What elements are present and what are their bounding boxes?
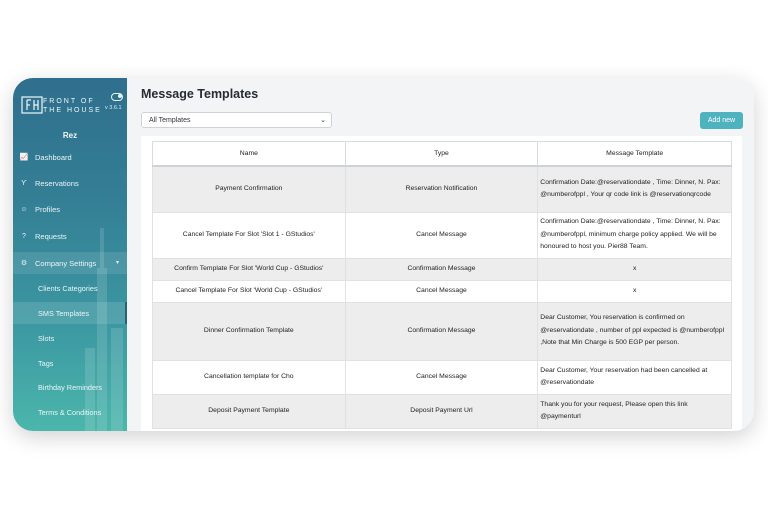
table-row[interactable]: [153, 394, 732, 428]
user-name: Rez: [62, 131, 78, 140]
template-type-cell: Confirmation Message: [345, 258, 538, 280]
sidebar-item-slots[interactable]: Slots: [38, 333, 55, 343]
sidebar-item-company-settings[interactable]: [13, 252, 127, 274]
question-icon: ?: [22, 232, 26, 240]
templates-table: [152, 141, 732, 429]
template-name-cell: Payment Confirmation: [153, 166, 346, 212]
chevron-down-icon: ▾: [115, 260, 119, 266]
table-row[interactable]: [153, 258, 732, 280]
app-version: v 3.6.1: [105, 105, 122, 111]
sidebar-item-terms-conditions[interactable]: Terms & Conditions: [38, 407, 102, 417]
sidebar-item-label: Company Settings: [35, 258, 97, 268]
page-title: Message Templates: [141, 87, 259, 101]
sidebar-item-reservations[interactable]: [13, 172, 127, 194]
template-name-cell: Deposit Payment Template: [153, 394, 346, 428]
table-row[interactable]: [153, 280, 732, 302]
sidebar-item-birthday-reminders[interactable]: Birthday Reminders: [38, 382, 103, 392]
chart-icon: 📈: [19, 154, 29, 161]
template-type-cell: Deposit Payment Url: [345, 394, 538, 428]
template-name-cell: Dinner Confirmation Template: [153, 302, 346, 360]
sidebar-item-requests[interactable]: [13, 225, 127, 247]
chevron-down-icon: ⌄: [320, 117, 326, 124]
template-text-cell: Dear Customer, You reservation is confirmed on @reservationdate , number of ppl expected is @numberofppl ,Note that Min Charge is 500 EGP per person.: [538, 302, 732, 360]
template-type-cell: Cancel Message: [345, 360, 538, 394]
templates-panel: [141, 136, 742, 431]
template-type-cell: Confirmation Message: [345, 302, 538, 360]
toggle-sidebar-icon[interactable]: [111, 93, 123, 101]
add-new-button[interactable]: Add new: [700, 112, 743, 129]
template-text-cell: Confirmation Date:@reservationdate , Time: Dinner, N. Pax: @numberofppl , Your qr code link is @reservationqrcode: [538, 166, 732, 212]
sidebar-item-tags[interactable]: Tags: [38, 358, 54, 368]
template-name-cell: Cancel Template For Slot 'Slot 1 - GStudios': [153, 212, 346, 258]
sidebar-item-profiles[interactable]: [13, 198, 127, 220]
table-row[interactable]: [153, 212, 732, 258]
template-text-cell: Dear Customer, Your reservation had been cancelled at @reservationdate: [538, 360, 732, 394]
template-text-cell: x: [538, 258, 732, 280]
template-text-cell: Confirmation Date:@reservationdate , Time: Dinner, N. Pax: @numberofppl, minimum charge policy applied. We will be honoured to host you. Pier88 Team.: [538, 212, 732, 258]
gear-icon: ⚙: [20, 260, 28, 267]
sidebar-item-sms-templates[interactable]: SMS Templates: [13, 302, 127, 324]
template-text-cell: x: [538, 280, 732, 302]
sidebar-item-label: Requests: [35, 231, 67, 241]
brand-logo-icon: [21, 96, 43, 114]
sidebar-item-label: Dashboard: [35, 152, 72, 162]
table-row[interactable]: [153, 302, 732, 360]
table-row[interactable]: [153, 166, 732, 212]
template-type-cell: Reservation Notification: [345, 166, 538, 212]
users-icon: ☺: [20, 205, 28, 213]
template-name-cell: Confirm Template For Slot 'World Cup - GStudios': [153, 258, 346, 280]
main-content: [127, 78, 754, 431]
template-text-cell: Thank you for your request, Please open this link @paymenturl: [538, 394, 732, 428]
template-name-cell: Cancellation template for Cho: [153, 360, 346, 394]
template-type-cell: Cancel Message: [345, 212, 538, 258]
fork-icon: Ƴ: [21, 179, 27, 187]
table-header-row: [153, 142, 732, 167]
brand-name: FRONT OF THE HOUSE: [43, 98, 102, 114]
sidebar-item-clients-categories[interactable]: Clients Categories: [38, 283, 98, 293]
template-type-cell: Cancel Message: [345, 280, 538, 302]
sidebar-item-label: Reservations: [35, 178, 79, 188]
template-name-cell: Cancel Template For Slot 'World Cup - GStudios': [153, 280, 346, 302]
template-filter-value: All Templates: [149, 116, 191, 124]
sidebar-item-dashboard[interactable]: [13, 146, 127, 168]
template-filter-select[interactable]: [141, 112, 332, 128]
column-header-template: Message Template: [538, 142, 732, 167]
column-header-type: Type: [345, 142, 538, 167]
sidebar-item-label: Profiles: [35, 204, 61, 214]
column-header-name: Name: [153, 142, 346, 167]
table-row[interactable]: [153, 360, 732, 394]
sidebar: [13, 78, 127, 431]
app-window: [13, 78, 754, 431]
